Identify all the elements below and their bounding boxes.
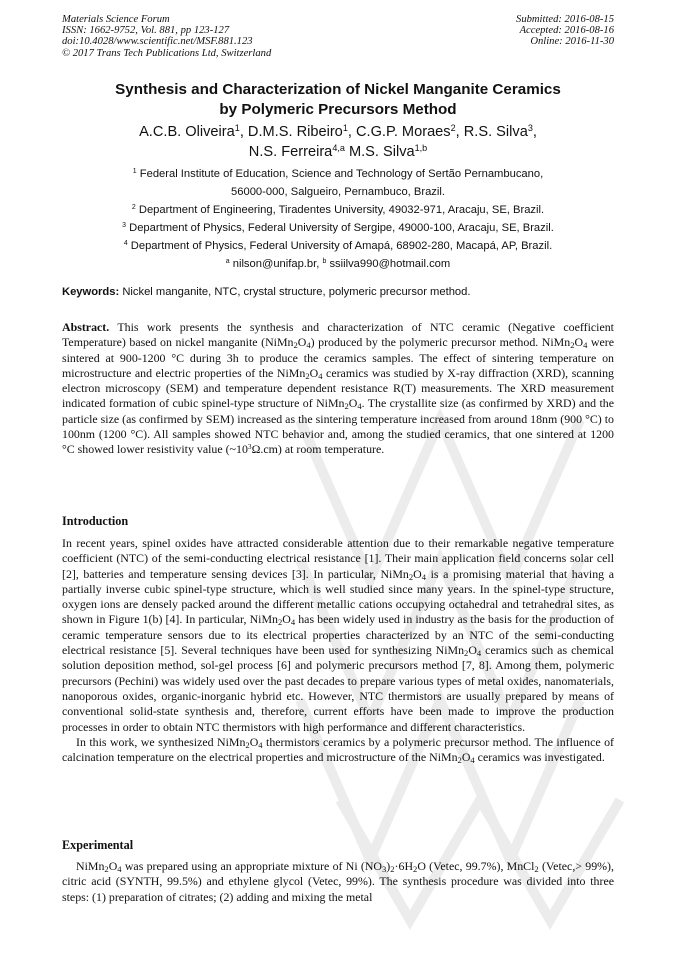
keywords — [62, 285, 614, 300]
author-name: R.S. Silva — [463, 124, 528, 140]
affiliation-3: $^3$ Department of Physics, Federal University of Sergipe, 49000-100, Aracaju, SE, Brazil. — [122, 221, 554, 234]
email-a[interactable]: nilson@unifap.br — [232, 257, 317, 270]
submitted-date: Submitted: 2016-08-15 — [516, 14, 614, 25]
author-affil-sup: 1 — [234, 123, 240, 134]
author-list: A.C.B. Oliveira$^1$, D.M.S. Ribeiro$^1$, C.G.P. Moraes$^2$, R.S. Silva$^3$, N.S. Ferreira$^{4,a}$ M.S. Silva$^{1,b}$ — [139, 123, 537, 160]
author-name: D.M.S. Ribeiro — [247, 124, 343, 140]
email-b[interactable]: ssiilva990@hotmail.com — [329, 257, 451, 270]
author-affil-sup: 3 — [527, 123, 533, 134]
keywords-label: Keywords: — [62, 286, 120, 298]
affiliations — [62, 166, 614, 274]
accepted-date: Accepted: 2016-08-16 — [519, 25, 614, 37]
author-name: A.C.B. Oliveira — [139, 124, 235, 140]
author-name: C.G.P. Moraes — [355, 124, 451, 140]
journal-info — [62, 14, 271, 59]
issn-line: ISSN: 1662-9752, Vol. 881, pp 123-127 — [62, 25, 230, 37]
paragraph: In this work, we synthesized $NiMn_2O_4$ thermistors ceramics by a polymeric precursor method. The influence of calcination temperature on the electrical properties and microstructure of the $NiMn_2O_4$ ceramics was investigated. — [62, 734, 614, 766]
journal-name: Materials Science Forum — [62, 14, 170, 25]
author-affil-sup: 2 — [450, 123, 456, 134]
author-name: N.S. Ferreira — [248, 144, 333, 160]
emails: $^a$ nilson@unifap.br, $^b$ ssiilva990@hotmail.com — [225, 257, 451, 270]
affiliation-1: $^1$ Federal Institute of Education, Science and Technology of Sertão Pernambucano, 56000-000, Salgueiro, Pernambuco, Brazil. — [132, 168, 544, 198]
introduction-body — [62, 536, 614, 765]
paper-title — [62, 80, 614, 120]
online-date: Online: 2016-11-30 — [530, 36, 614, 48]
affiliation-2: $^2$ Department of Engineering, Tiradentes University, 49032-971, Aracaju, SE, Brazil. — [131, 203, 545, 216]
dates-info — [516, 14, 614, 48]
abstract: Abstract. This work presents the synthesis and characterization of NTC ceramic (Negative coefficient Temperature) based on nickel manganite $(NiMn_2O_4)$ produced by the polymeric precursor method. $NiMn_2O_4$ were sintered at 900-1200 °C during 3h to produce the ceramics samples. The effect of sintering temperature on microstructure and electric properties of the $NiMn_2O_4$ ceramics was studied by X-ray diffraction (XRD), scanning electron microscopy (SEM) and temperature dependent resistance R(T) measurements. The XRD measurement indicated formation of cubic spinel-type structure of $NiMn_2O_4$. The crystallite size (as confirmed by XRD) and the particle size (as confirmed by SEM) increased as the sintering temperature increased from around 18nm (900 °C) to 100nm (1200 °C). All samples showed NTC behavior and, among the studied ceramics, that one sintered at 1200 °C showed lower resistivity value $(\sim 10^3\Omega.cm)$ at room temperature. — [62, 320, 615, 457]
author-affil-sup: 1 — [342, 123, 348, 134]
author-name: M.S. Silva — [348, 144, 415, 160]
experimental-body: $NiMn_2O_4$ was prepared using an appropriate mixture of Ni $(NO_3)_2\cdot 6H_2O$ (Vetec, 99.7%), MnCl$_2$ (Vetec,> 99%), citric acid (SYNTH, 99.5%) and ethylene glycol (Vetec, 99%). The synthesis procedure was divided into three steps: (1) preparation of citrates; (2) adding and mixing the metal — [62, 859, 614, 904]
title-line-1: Synthesis and Characterization of Nickel Manganite Ceramics — [115, 81, 561, 98]
title-line-2: by Polymeric Precursors Method — [219, 101, 457, 118]
doi-line: doi:10.4028/www.scientific.net/MSF.881.123 — [62, 36, 253, 48]
copyright-line: © 2017 Trans Tech Publications Ltd, Switzerland — [62, 47, 272, 59]
keywords-text: Nickel manganite, NTC, crystal structure, polymeric precursor method. — [122, 286, 471, 298]
author-affil-sup: 4,a — [332, 143, 345, 154]
abstract-label: Abstract. — [62, 320, 110, 334]
affiliation-4: $^4$ Department of Physics, Federal University of Amapá, 68902-280, Macapá, AP, Brazil. — [123, 239, 553, 252]
section-title-experimental: Experimental — [62, 838, 134, 852]
paragraph: In recent years, spinel oxides have attracted considerable attention due to their remarkable negative temperature coefficient (NTC) of the semi-conducting electrical resistance [1]. Their main application field concerns solar cell [2], batteries and temperature sensing devices [3]. In particular, $NiMn_2O_4$ is a promising material that having a partially inverse cubic spinel-type structure, which is well studied since many years. In the spinel-type structure, oxygen ions are densely packed around the different metallic cations occupying octahedral and tetrahedral sites, as shown in Figure 1(b) [4]. In particular, $NiMn_2O_4$ has been widely used in industry as the basis for the production of ceramic temperature sensors due to its electrical properties characterized by an NTC of the semi-conducting electrical resistance [5]. Several techniques have been used for synthesizing $NiMn_2O_4$ ceramics such as chemical solution deposition method, sol-gel process [6] and polymeric precursors method [7, 8]. Among them, polymeric precursors (Pechini) was widely used over the past decades to prepare various types of metal oxides, nanomaterials, nanoporous oxides, organic-inorganic hybrid etc. However, NTC thermistors are usually prepared by means of conventional solid-state synthesis and, therefore, current efforts have been made to improve the production processes in order to obtain NTC thermistors with high performance and different characteristics. — [62, 536, 614, 734]
author-affil-sup: 1,b — [414, 143, 428, 154]
section-title-introduction: Introduction — [62, 514, 129, 528]
